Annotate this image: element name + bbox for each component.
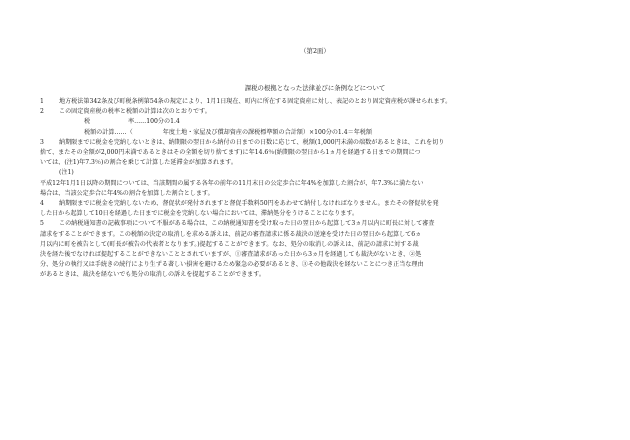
clause-number: 4 — [40, 200, 44, 208]
clause-5 — [40, 219, 612, 229]
clause-text-line: 月以内に町を被告として(町長が被告の代表者となります。)提起することができます。なお、処分の取消しの訴えは、前記の請求に対する裁 — [40, 240, 419, 248]
clause-text-line: があるときは、裁決を経ないでも処分の取消しの訴えを提起することができます。 — [40, 271, 265, 279]
clause-text-line: 納期限までに税金を完納しないため、督促状が発付されますと督促手数料50円をあわせて納付しなければなりません。またその督促状を発 — [59, 200, 439, 208]
clause-text-line: この納税通知書の記載事項について不服がある場合は、この納税通知書を受け取った日の翌日から起算して3ヵ月以内に町長に対して審査 — [59, 220, 435, 228]
clause-text-line: いては、(注1)年7.3％)の割合を乗じて計算した延滞金が加算されます。 — [40, 159, 237, 167]
page-number: （第2面） — [300, 47, 330, 55]
clause-text: 地方税法第342条及び町税条例第54条の規定により、1月1日現在、町内に所在する固定資産に対し、表記のとおり固定資産税が課せられます。 — [59, 98, 452, 105]
tax-calc-formula: 年度土地・家屋及び償却資産の課税標準額の合計額）×100分の1.4＝年税額 — [162, 128, 372, 136]
notice-body — [40, 97, 612, 281]
clause-4 — [40, 199, 612, 209]
note-text-line: 場合は、当該公定歩合に年4%の割合を加算した割合とします。 — [40, 189, 214, 197]
clause-3 — [40, 138, 612, 148]
tax-rate-row — [40, 117, 612, 127]
clause-text-line: 分、処分の執行又は手続きの続行により生ずる著しい損害を避けるため緊急の必要があるとき、③その他裁決を経ないことにつき正当な理由 — [40, 261, 424, 269]
tax-calc-label: 税額の計算……（ — [84, 128, 133, 136]
tax-rate-label: 税 — [84, 118, 91, 126]
clause-number: 1 — [40, 98, 44, 105]
clause-text-line: 捨て、またその全額が2,000円未満であるときはその全額を切り捨てます)に年14.6％(納期限の翌日から1ヵ月を経過する日までの期間につ — [40, 149, 421, 157]
clause-number: 3 — [40, 138, 44, 146]
tax-calc-row — [40, 128, 612, 138]
note-text-line: 平成12年1月1日以降の期間については、当該期間の属する各年の前年の11月末日の公定歩合に年4%を加算した割合が、年7.3%に満たない — [40, 179, 424, 187]
tax-rate-value: 率……100分の1.4 — [128, 118, 180, 126]
clause-1 — [40, 97, 612, 107]
clause-text-line: 請求をすることができます。この税額の決定の取消しを求める訴えは、前記の審査請求に係る裁決の送達を受けた日の翌日から起算して6ヵ — [40, 230, 422, 238]
clause-text: この固定資産税の税率と税額の計算は次のとおりです。 — [59, 108, 211, 116]
clause-2 — [40, 107, 612, 117]
section-heading: 課税の根拠となった法律並びに条例などについて — [244, 84, 386, 92]
clause-text-line: 納期限までに税金を完納しないときは、納期限の翌日から納付の日までの日数に応じて、税額(1,000円未満の端数があるときは、これを切り — [59, 138, 445, 146]
clause-number: 5 — [40, 220, 44, 228]
clause-text-line: 決を経た後でなければ提起することができないこととされていますが、①審査請求があった日から3ヵ月を経過しても裁決がないとき、②処 — [40, 251, 422, 259]
note-heading: (注1) — [59, 169, 74, 177]
clause-number: 2 — [40, 108, 44, 116]
clause-text-line: した日から起算して10日を経過した日までに税金を完納しない場合においては、滞納処分をうけることになります。 — [40, 210, 359, 218]
